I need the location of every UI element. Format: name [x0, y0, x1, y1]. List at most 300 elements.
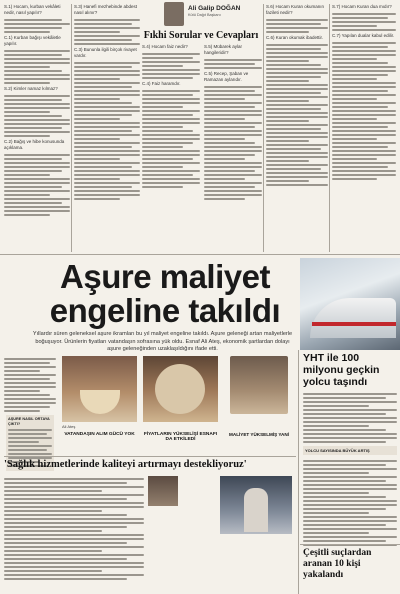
text-line — [204, 98, 245, 100]
text-line — [204, 154, 255, 156]
text-line — [332, 146, 388, 148]
text-line — [204, 166, 262, 168]
text-line — [204, 90, 255, 92]
text-line — [303, 417, 397, 419]
main-headline — [40, 260, 290, 328]
qa-column-1 — [4, 4, 70, 254]
author-photo — [164, 2, 184, 26]
text-line — [74, 110, 140, 112]
text-line — [4, 510, 102, 512]
text-line — [332, 62, 388, 64]
text-line — [303, 472, 369, 474]
text-line — [4, 50, 70, 52]
text-line — [4, 394, 50, 396]
text-line — [204, 59, 262, 61]
text-line — [4, 566, 144, 568]
text-line — [8, 449, 47, 451]
text-line — [266, 152, 328, 154]
text-line — [332, 21, 396, 23]
text-line — [204, 198, 245, 200]
text-line — [303, 468, 397, 470]
answer: C.5) Recep, Şaban ve Ramazan aylarıdır. — [204, 71, 249, 82]
text-line — [4, 498, 127, 500]
text-line — [4, 478, 144, 480]
text-line — [4, 66, 50, 68]
text-line — [204, 102, 262, 104]
text-line — [74, 150, 140, 152]
yht-headline: YHT ile 100 milyonu geçkin yolcu taşındı — [303, 352, 380, 388]
text-line — [74, 74, 140, 76]
text-line — [4, 135, 50, 137]
column-divider — [329, 4, 330, 252]
text-line — [4, 398, 56, 400]
text-line — [303, 492, 369, 494]
text-line — [266, 168, 321, 170]
text-line — [204, 142, 255, 144]
text-line — [303, 437, 397, 439]
qa-column-3 — [142, 44, 200, 252]
text-line — [74, 118, 120, 120]
text-line — [142, 110, 200, 112]
text-line — [4, 550, 102, 552]
text-line — [4, 103, 70, 105]
text-line — [74, 186, 132, 188]
author-title: Kütü Dağıt Başkanı — [188, 13, 221, 17]
text-line — [74, 62, 140, 64]
text-line — [303, 488, 397, 490]
text-line — [4, 166, 70, 168]
text-line — [266, 27, 328, 29]
text-line — [266, 80, 309, 82]
text-line — [74, 162, 140, 164]
text-line — [4, 186, 62, 188]
text-line — [4, 366, 56, 368]
text-line — [74, 146, 132, 148]
text-line — [74, 90, 140, 92]
text-line — [4, 23, 70, 25]
text-line — [266, 84, 328, 86]
text-line — [204, 182, 262, 184]
text-line — [204, 94, 262, 96]
text-line — [4, 562, 144, 564]
text-line — [8, 437, 52, 439]
aşure-serving-photo — [143, 356, 218, 422]
text-line — [74, 35, 140, 37]
yht-body — [300, 388, 400, 443]
text-line — [266, 172, 328, 174]
text-line — [142, 106, 183, 108]
text-line — [4, 410, 40, 412]
text-line — [332, 94, 396, 96]
text-line — [303, 496, 386, 498]
text-line — [8, 429, 52, 431]
text-line — [74, 86, 132, 88]
person-figure — [244, 488, 268, 532]
text-line — [142, 142, 193, 144]
section-divider — [0, 254, 400, 255]
text-line — [266, 60, 309, 62]
text-line — [4, 182, 70, 184]
text-line — [4, 558, 127, 560]
text-line — [266, 128, 321, 130]
question: S.4) Hocam faiz nedir? — [142, 44, 188, 49]
text-line — [4, 115, 62, 117]
question: S.2) Kimler namaz kılmaz? — [4, 86, 58, 91]
text-line — [4, 358, 56, 360]
text-line — [204, 126, 255, 128]
text-line — [266, 184, 328, 186]
text-line — [332, 86, 396, 88]
text-line — [142, 178, 200, 180]
text-line — [204, 158, 245, 160]
yht-story — [300, 352, 400, 548]
text-line — [4, 158, 62, 160]
text-line — [204, 170, 255, 172]
text-line — [303, 425, 369, 427]
text-line — [74, 154, 140, 156]
text-line — [74, 43, 140, 45]
subheading-rising-prices: FİYATLARIN YÜKSELİŞİ ESNAFI DA ETKİLEDİ — [143, 432, 218, 442]
text-line — [142, 150, 200, 152]
text-line — [8, 445, 52, 447]
text-line — [303, 484, 397, 486]
text-line — [303, 393, 397, 395]
text-line — [4, 78, 70, 80]
text-line — [332, 74, 388, 76]
text-line — [266, 19, 328, 21]
text-line — [204, 110, 262, 112]
qa-column-6 — [332, 4, 396, 254]
text-line — [204, 134, 262, 136]
text-line — [74, 194, 140, 196]
text-line — [4, 54, 62, 56]
text-line — [332, 106, 388, 108]
text-line — [142, 158, 193, 160]
text-line — [332, 126, 388, 128]
text-line — [332, 138, 377, 140]
text-line — [4, 494, 144, 496]
section-divider — [4, 456, 296, 457]
text-line — [4, 190, 70, 192]
text-line — [4, 27, 62, 29]
text-line — [74, 82, 140, 84]
text-line — [303, 516, 397, 518]
text-line — [74, 198, 120, 200]
text-line — [204, 162, 262, 164]
text-line — [4, 522, 144, 524]
text-line — [332, 134, 396, 136]
text-line — [142, 138, 200, 140]
text-line — [204, 190, 262, 192]
answer: C.2) Bağış ve hibe konusunda açıklama. — [4, 139, 65, 150]
text-line — [204, 86, 262, 88]
column-divider — [298, 350, 299, 594]
text-line — [4, 386, 56, 388]
text-line — [4, 382, 56, 384]
text-line — [332, 29, 396, 31]
text-line — [266, 104, 328, 106]
text-line — [4, 574, 144, 576]
text-line — [74, 98, 120, 100]
text-line — [332, 130, 396, 132]
text-line — [142, 146, 183, 148]
text-line — [332, 122, 396, 124]
text-line — [266, 100, 309, 102]
text-line — [74, 178, 120, 180]
train-photo — [300, 258, 400, 350]
text-line — [4, 362, 50, 364]
text-line — [332, 166, 388, 168]
text-line — [74, 19, 140, 21]
text-line — [4, 530, 102, 532]
text-line — [142, 118, 200, 120]
text-line — [266, 136, 328, 138]
text-line — [74, 94, 140, 96]
text-line — [8, 453, 52, 455]
text-line — [4, 74, 70, 76]
text-line — [303, 405, 369, 407]
official-portrait — [148, 476, 178, 506]
text-line — [332, 178, 377, 180]
text-line — [142, 61, 200, 63]
text-line — [4, 95, 70, 97]
text-line — [266, 116, 328, 118]
column-divider — [71, 4, 72, 252]
text-line — [303, 409, 397, 411]
subheading-cost: MALİYET YÜKSELMİŞ YANİ — [229, 432, 289, 437]
text-line — [303, 508, 386, 510]
text-line — [332, 58, 377, 60]
text-line — [303, 536, 397, 538]
text-line — [204, 194, 262, 196]
text-line — [332, 25, 377, 27]
text-line — [4, 490, 102, 492]
aşure-photo — [62, 356, 137, 422]
qa-column-5 — [266, 4, 328, 254]
train-stripe — [312, 322, 396, 326]
text-line — [4, 502, 144, 504]
text-line — [4, 123, 70, 125]
text-line — [266, 164, 328, 166]
box-title: AŞURE NASIL ORTAYA ÇIKTI? — [8, 417, 50, 426]
text-line — [266, 72, 328, 74]
text-line — [142, 69, 200, 71]
text-line — [266, 124, 328, 126]
text-line — [4, 111, 50, 113]
text-line — [303, 528, 397, 530]
text-line — [332, 17, 388, 19]
train-nose — [310, 298, 396, 338]
text-line — [74, 27, 140, 29]
text-line — [332, 162, 396, 164]
text-line — [303, 480, 386, 482]
text-line — [332, 170, 396, 172]
answer: C.6) Kuran okumak ibadettir. — [266, 35, 324, 40]
text-line — [142, 122, 200, 124]
text-line — [4, 170, 62, 172]
text-line — [303, 504, 397, 506]
text-line — [303, 512, 369, 514]
text-line — [4, 131, 70, 133]
text-line — [4, 378, 50, 380]
text-line — [204, 122, 262, 124]
text-line — [204, 130, 262, 132]
text-line — [303, 413, 386, 415]
text-line — [74, 182, 140, 184]
answer: C.4) Faiz haramdır. — [142, 81, 181, 86]
text-line — [204, 178, 245, 180]
text-line — [303, 540, 386, 542]
text-line — [4, 62, 70, 64]
text-line — [204, 106, 255, 108]
text-line — [332, 110, 396, 112]
text-line — [332, 46, 388, 48]
text-line — [142, 154, 200, 156]
text-line — [332, 114, 396, 116]
text-line — [303, 429, 386, 431]
text-line — [332, 82, 396, 84]
text-line — [142, 186, 183, 188]
text-line — [4, 482, 127, 484]
text-line — [303, 532, 369, 534]
text-line — [4, 578, 127, 580]
text-line — [4, 154, 70, 156]
author-name: Ali Galip DOĞAN — [188, 5, 241, 12]
text-line — [74, 138, 120, 140]
text-line — [204, 114, 262, 116]
story-lead: Yıllardır süren geleneksel aşure ikramları bu yıl maliyet engeline takıldı. Aşure geleneği artan maliyetlerle boğuşuyor. Ürünlerin fiyatları vatandaşın sofrasına yük oldu. Esnaf Ali Ateş, ekonomik şartlardan dolayı aşure geleneğinden uzaklaşıldığını ifade etti. — [32, 331, 293, 352]
text-line — [4, 506, 144, 508]
text-line — [303, 476, 397, 478]
text-line — [142, 90, 200, 92]
health-headline: 'Sağlık hizmetlerinde kaliteyi artırmayı destekliyoruz' — [4, 459, 247, 470]
text-line — [4, 178, 70, 180]
health-body — [4, 476, 144, 588]
text-line — [266, 112, 328, 114]
text-line — [74, 78, 120, 80]
aşure-bowl — [80, 390, 120, 414]
text-line — [74, 31, 120, 33]
text-line — [303, 397, 386, 399]
column-divider — [263, 4, 264, 252]
text-line — [142, 102, 200, 104]
text-line — [4, 127, 62, 129]
yht-body-continued — [300, 455, 400, 546]
text-line — [142, 182, 200, 184]
text-line — [4, 202, 62, 204]
text-line — [4, 214, 50, 216]
text-line — [4, 70, 62, 72]
text-line — [266, 144, 328, 146]
text-line — [74, 170, 140, 172]
section-divider — [300, 544, 400, 545]
text-line — [204, 146, 262, 148]
text-line — [4, 570, 102, 572]
crime-headline: Çeşitli suçlardan aranan 10 kişi yakalandı — [303, 548, 372, 580]
text-line — [4, 82, 50, 84]
text-line — [4, 194, 50, 196]
text-line — [303, 520, 397, 522]
text-line — [303, 524, 386, 526]
text-line — [266, 68, 328, 70]
text-line — [142, 130, 193, 132]
text-line — [142, 170, 200, 172]
text-line — [303, 421, 397, 423]
question: S.3) Hanefi mezhebinde abdest nasıl alınır? — [74, 4, 138, 15]
text-line — [204, 118, 245, 120]
text-line — [332, 98, 377, 100]
text-line — [142, 98, 200, 100]
text-line — [142, 166, 183, 168]
text-line — [4, 206, 70, 208]
text-line — [266, 176, 328, 178]
text-line — [74, 126, 140, 128]
photo-caption: Ali Ateş — [62, 424, 76, 429]
text-line — [332, 66, 396, 68]
text-line — [204, 150, 262, 152]
text-line — [74, 158, 120, 160]
text-line — [74, 70, 140, 72]
text-line — [142, 162, 200, 164]
text-line — [4, 174, 50, 176]
text-line — [332, 70, 396, 72]
text-line — [4, 31, 50, 33]
aşure-dish — [155, 364, 205, 414]
subheading-purchasing-power: VATANDAŞIN ALIM GÜCÜ YOK — [64, 432, 135, 437]
text-line — [142, 114, 193, 116]
text-line — [4, 198, 70, 200]
text-line — [332, 90, 388, 92]
text-line — [74, 166, 132, 168]
text-line — [266, 148, 321, 150]
text-line — [332, 174, 396, 176]
text-line — [204, 67, 262, 69]
text-line — [204, 174, 262, 176]
text-line — [332, 78, 377, 80]
text-line — [4, 162, 70, 164]
shopkeeper-photo — [230, 356, 288, 414]
text-line — [4, 107, 70, 109]
text-line — [4, 19, 62, 21]
answer: C.1) Kurban bağışı vekâletle yapılır. — [4, 35, 61, 46]
text-line — [4, 370, 40, 372]
text-line — [4, 99, 62, 101]
text-line — [303, 433, 397, 435]
qa-column-2 — [74, 4, 140, 254]
text-line — [332, 158, 377, 160]
text-line — [4, 390, 40, 392]
text-line — [266, 132, 328, 134]
text-line — [4, 542, 127, 544]
text-line — [74, 142, 140, 144]
text-line — [74, 106, 140, 108]
text-line — [266, 120, 309, 122]
yht-highlight-box: YOLCU SAYISINDA BÜYÜK ARTIŞ — [303, 446, 397, 455]
text-line — [4, 402, 56, 404]
text-line — [74, 66, 132, 68]
author-byline — [142, 0, 262, 28]
text-line — [8, 433, 47, 435]
text-line — [266, 76, 321, 78]
headline-line-2: engeline takıldı — [49, 292, 281, 329]
text-line — [8, 441, 39, 443]
text-line — [142, 94, 193, 96]
text-line — [74, 130, 132, 132]
text-line — [142, 77, 193, 79]
text-line — [74, 190, 140, 192]
question: S.1) Hocam, kurban vekâleti nedir, nasıl yapılır? — [4, 4, 61, 15]
text-line — [332, 54, 396, 56]
